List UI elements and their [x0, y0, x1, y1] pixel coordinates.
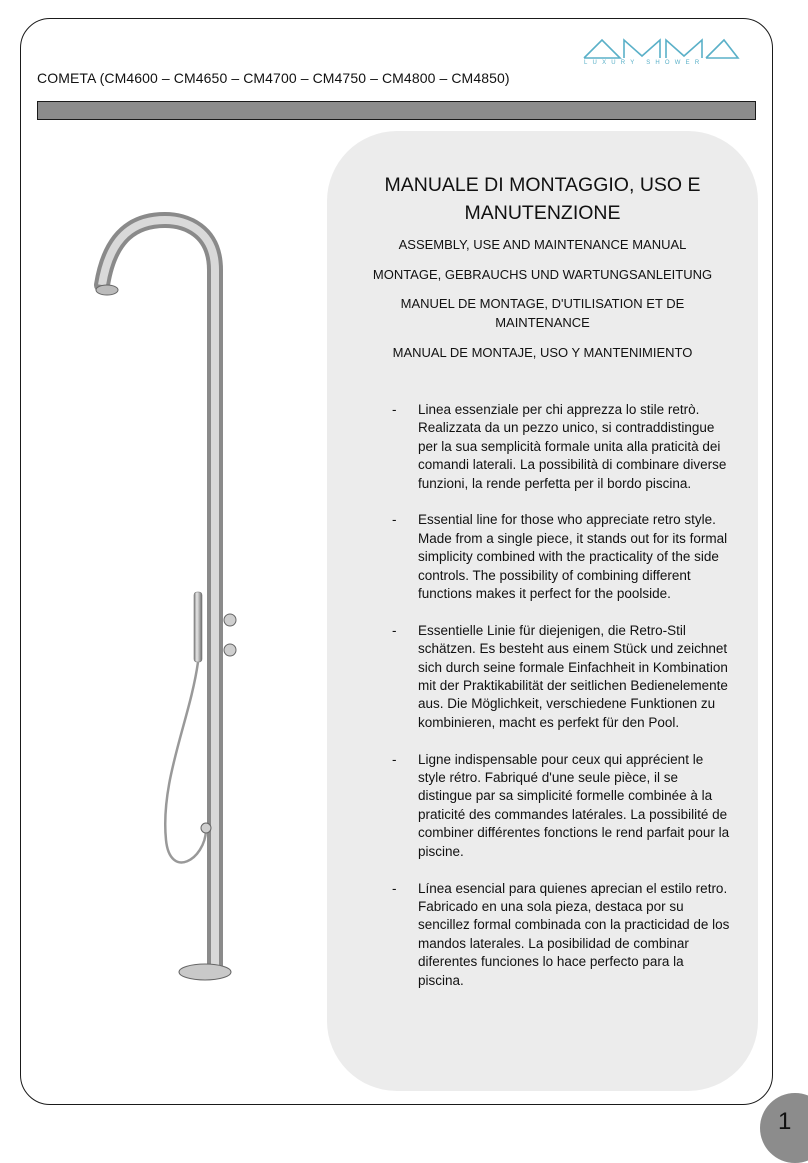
description-item-it	[392, 401, 732, 493]
manual-subtitle-fr: MANUEL DE MONTAGE, D'UTILISATION ET DE MAINTENANCE	[400, 296, 685, 330]
header-bar	[37, 101, 756, 120]
shower-column-image	[80, 200, 260, 1000]
description-text: Ligne indispensable pour ceux qui apprécient le style rétro. Fabriqué d'une seule pièce, il se distingue par sa simplicité formelle combinée à la praticité des commandes latérales. La possibilité de combiner différentes fonctions le rend parfait pour la piscine.	[418, 751, 730, 859]
description-item-en	[392, 511, 732, 603]
bullet-marker: -	[392, 402, 397, 417]
bullet-marker: -	[392, 622, 397, 638]
brand-logo	[580, 34, 740, 74]
description-item-de	[392, 622, 732, 732]
manual-title: MANUALE DI MONTAGGIO, USO E MANUTENZIONE	[384, 174, 701, 224]
manual-subtitle-es: MANUAL DE MONTAJE, USO Y MANTENIMIENTO	[392, 345, 693, 360]
description-text: Línea esencial para quienes aprecian el estilo retro. Fabricado en una sola pieza, destaca por su sencillez formal combinada con la practicidad de los mandos laterales. La posibilidad de combinar diferentes funciones lo hace perfecto para la piscina.	[418, 880, 730, 988]
manual-subtitle-en: ASSEMBLY, USE AND MAINTENANCE MANUAL	[398, 237, 687, 252]
shower-column-drawing	[96, 220, 236, 980]
bullet-marker: -	[392, 880, 397, 896]
description-text: Linea essenziale per chi apprezza lo stile retrò. Realizzata da un pezzo unico, si contraddistingue per la sua semplicità formale unita alla praticità dei comandi laterali. La possibilità di combinare diverse funzioni, la rende perfetta per il bordo piscina.	[418, 402, 727, 491]
brand-logo-mark	[584, 40, 738, 58]
brand-logo-subtitle: LUXURY SHOWER	[584, 60, 705, 66]
model-title: COMETA (CM4600 – CM4650 – CM4700 – CM4750 – CM4800 – CM4850)	[37, 70, 510, 86]
bullet-marker: -	[392, 751, 397, 767]
page-number: 1	[778, 1108, 792, 1135]
description-item-fr	[392, 751, 732, 861]
description-text: Essential line for those who appreciate retro style. Made from a single piece, it stands out for its formal simplicity combined with the practicality of the side controls. The possibility of combining different functions makes it perfect for the poolside.	[418, 512, 728, 602]
description-item-es	[392, 880, 732, 990]
bullet-marker: -	[392, 512, 397, 528]
description-text: Essentielle Linie für diejenigen, die Retro-Stil schätzen. Es besteht aus einem Stück und zeichnet sich durch seine formale Einfachheit in Kombination mit der Praktikabilität der seitlichen Bedienelemente aus. Die Möglichkeit, verschiedene Funktionen zu kombinieren, macht es perfekt für den Pool.	[418, 622, 728, 730]
description-list	[392, 401, 732, 1008]
manual-subtitle-de: MONTAGE, GEBRAUCHS UND WARTUNGSANLEITUNG	[372, 267, 713, 282]
